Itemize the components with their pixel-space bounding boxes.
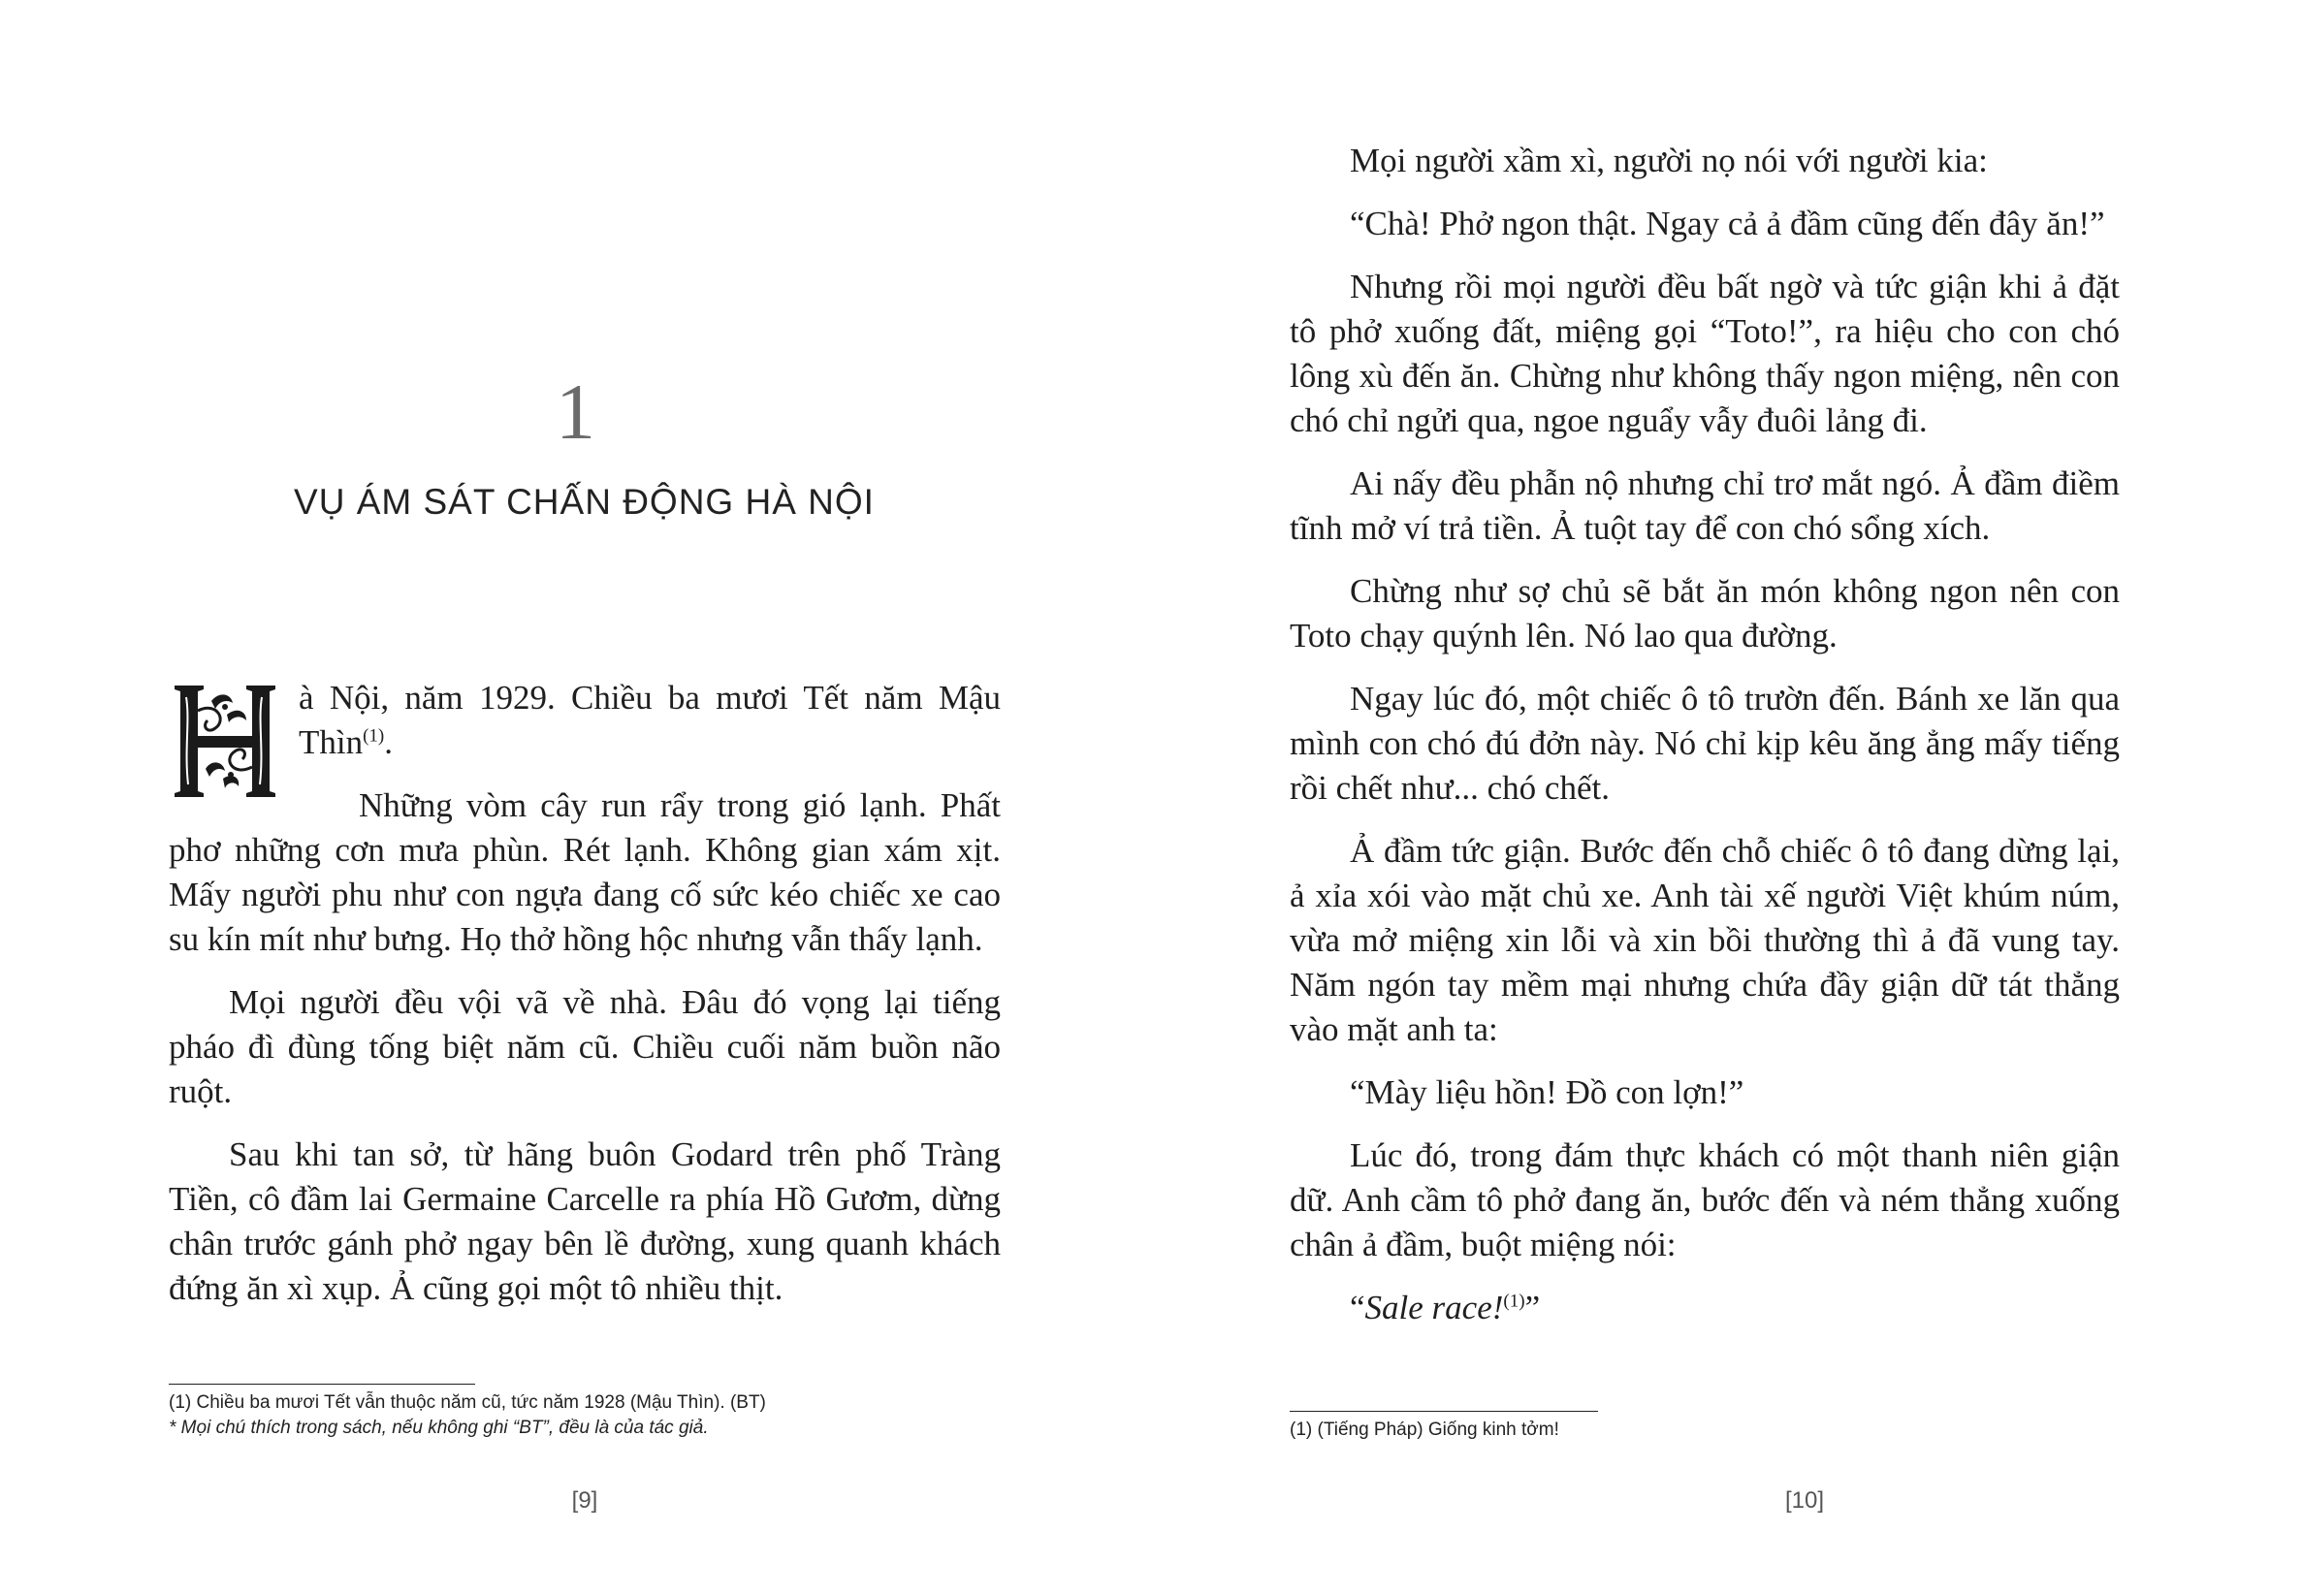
page-number: [10] [1784, 1487, 1825, 1514]
open-quote: “ [1350, 1289, 1365, 1326]
paragraph: Ngay lúc đó, một chiếc ô tô trườn đến. Bánh xe lăn qua mình con chó đú đởn này. Nó chỉ kịp kêu ăng ẳng mấy tiếng rồi chết như... chó chết. [1290, 680, 2120, 807]
paragraph: Lúc đó, trong đám thực khách có một thanh niên giận dữ. Anh cầm tô phở đang ăn, bước đến và ném thẳng xuống chân ả đầm, buột miệng nói: [1290, 1136, 2120, 1263]
paragraph: “Chà! Phở ngon thật. Ngay cả ả đầm cũng đến đây ăn!” [1350, 205, 2105, 242]
footnote: (1) (Tiếng Pháp) Giống kinh tởm! [1290, 1420, 1559, 1440]
opening-paragraph [169, 676, 1001, 765]
footnote-marker: (1) [1503, 1291, 1525, 1312]
paragraph: Mọi người đều vội vã về nhà. Đâu đó vọng lại tiếng pháo đì đùng tống biệt năm cũ. Chiều cuối năm buồn não ruột. [169, 983, 1001, 1110]
paragraph: Chừng như sợ chủ sẽ bắt ăn món không ngon nên con Toto chạy quýnh lên. Nó lao qua đường. [1290, 572, 2120, 654]
paragraph: Những vòm cây run rẩy trong gió lạnh. Phất phơ những cơn mưa phùn. Rét lạnh. Không gian xám xịt. Mấy người phu như con ngựa đang cố sức kéo chiếc xe cao su kín mít như bưng. Họ thở hồng hộc nhưng vẫn thấy lạnh. [169, 786, 1001, 958]
footnote-marker: (1) [363, 725, 385, 747]
close-quote: ” [1524, 1289, 1541, 1326]
paragraph: Ai nấy đều phẫn nộ nhưng chỉ trơ mắt ngó. Ả đầm điềm tĩnh mở ví trả tiền. Ả tuột tay để con chó sổng xích. [1290, 464, 2120, 547]
french-quote: Sale race! [1364, 1289, 1504, 1326]
left-footnotes [169, 1390, 1003, 1441]
right-footnotes [1290, 1418, 2124, 1443]
footnote-note: * Mọi chú thích trong sách, nếu không ghi “BT”, đều là của tác giả. [169, 1418, 709, 1438]
footnote-divider [169, 1384, 475, 1385]
left-body-text [169, 676, 1001, 1329]
paragraph: Ả đầm tức giận. Bước đến chỗ chiếc ô tô đang dừng lại, ả xỉa xói vào mặt chủ xe. Anh tài xế người Việt khúm núm, vừa mở miệng xin lỗi và xin bồi thường thì ả đã vung tay. Năm ngón tay mềm mại nhưng chứa đầy giận dữ tát thẳng vào mặt anh ta: [1290, 832, 2120, 1048]
paragraph: Sau khi tan sở, từ hãng buôn Godard trên phố Tràng Tiền, cô đầm lai Germaine Carcelle ra phía Hồ Gươm, dừng chân trước gánh phở ngay bên lề đường, xung quanh khách đứng ăn xì xụp. Ả cũng gọi một tô nhiều thịt. [169, 1135, 1001, 1307]
right-page [1151, 0, 2303, 1596]
paragraph: Mọi người xầm xì, người nọ nói với người kia: [1350, 142, 1988, 179]
paragraph: Nhưng rồi mọi người đều bất ngờ và tức giận khi ả đặt tô phở xuống đất, miệng gọi “Toto!”, ra hiệu cho con chó lông xù đến ăn. Chừng như không thấy ngon miệng, nên con chó chỉ ngửi qua, ngoe nguẩy vẫy đuôi lảng đi. [1290, 268, 2120, 439]
right-body-text [1290, 139, 2120, 1349]
left-page [0, 0, 1151, 1596]
chapter-number: 1 [556, 367, 595, 456]
ornamental-drop-cap [169, 682, 283, 801]
footnote-divider [1290, 1411, 1598, 1412]
paragraph: “Mày liệu hồn! Đồ con lợn!” [1350, 1073, 1744, 1111]
opening-text-end: . [384, 723, 394, 761]
quote-paragraph [1290, 1286, 2120, 1330]
page-number: [9] [571, 1487, 598, 1514]
chapter-title: VỤ ÁM SÁT CHẤN ĐỘNG HÀ NỘI [294, 482, 875, 522]
opening-text: à Nội, năm 1929. Chiều ba mươi Tết năm Mậu Thìn [299, 679, 1001, 761]
footnote: (1) Chiều ba mươi Tết vẫn thuộc năm cũ, tức năm 1928 (Mậu Thìn). (BT) [169, 1392, 766, 1413]
floral-h-icon [169, 682, 283, 801]
